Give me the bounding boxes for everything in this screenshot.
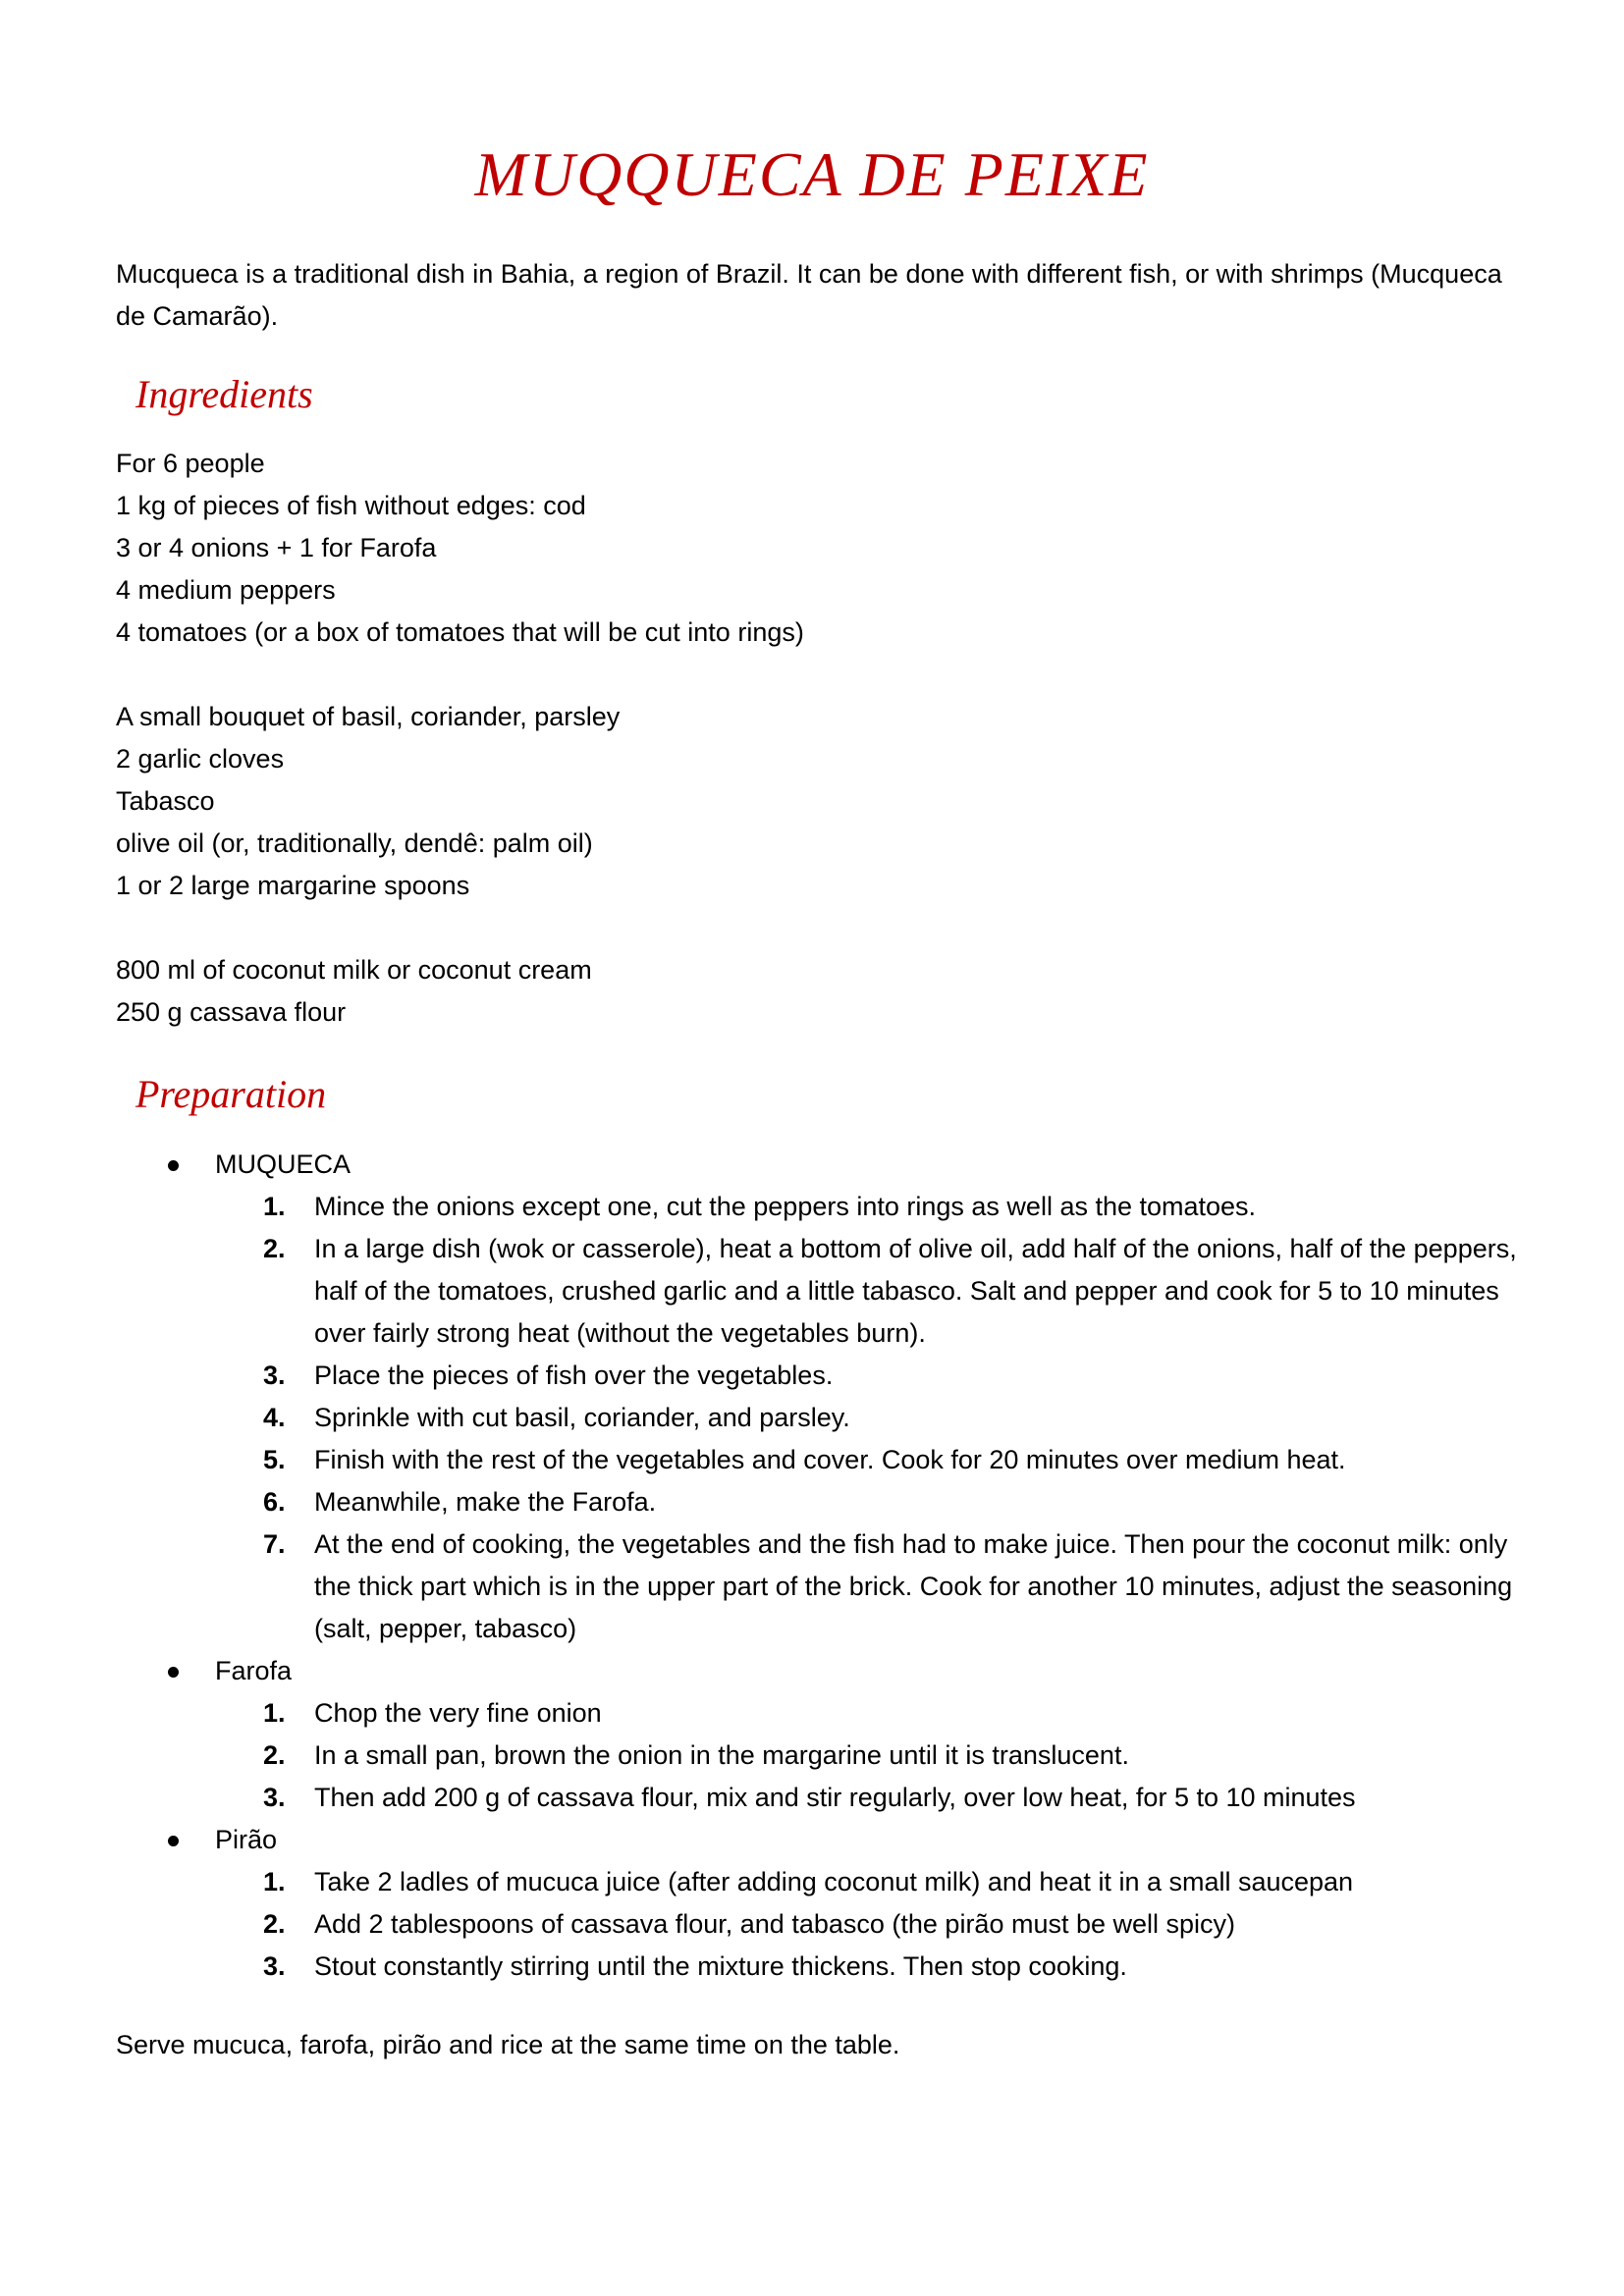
step-text: At the end of cooking, the vegetables and the fish had to make juice. Then pour the coconut milk: only the thick part which is in the upper part of the brick. Cook for another 10 minutes, adjust the seasoning (salt, pepper, tabasco) [314,1529,1513,1643]
list-item [0,1355,1624,1397]
ingredient-line: olive oil (or, traditionally, dendê: palm oil) [116,828,593,858]
list-item [0,1692,1624,1735]
ingredient-line: 250 g cassava flour [116,997,347,1027]
step-number: 1. [263,1867,286,1896]
preparation-list [0,1144,1624,1988]
bullet-icon [168,1836,179,1846]
step-number: 3. [263,1951,286,1981]
step-text: Mince the onions except one, cut the peppers into rings as well as the tomatoes. [314,1192,1257,1221]
ingredient-line: 1 kg of pieces of fish without edges: cod [116,491,586,520]
step-text: Sprinkle with cut basil, coriander, and parsley. [314,1403,850,1432]
list-item [0,1523,1624,1650]
list-item [0,1735,1624,1777]
list-item [0,1946,1624,1988]
list-item [0,1777,1624,1819]
ingredient-line: 4 medium peppers [116,575,336,605]
step-number: 7. [263,1529,286,1559]
list-item [0,1903,1624,1946]
preparation-heading: Preparation [135,1072,327,1116]
step-text: In a small pan, brown the onion in the margarine until it is translucent. [314,1740,1129,1770]
step-number: 2. [263,1234,286,1263]
ingredient-line: 800 ml of coconut milk or coconut cream [116,955,592,985]
step-number: 3. [263,1783,286,1812]
ingredients-list [116,443,1392,1034]
list-item [0,1397,1624,1439]
step-text: Stout constantly stirring until the mixture thickens. Then stop cooking. [314,1951,1127,1981]
step-text: In a large dish (wok or casserole), heat a bottom of olive oil, add half of the onions, half of the peppers, half of the tomatoes, crushed garlic and a little tabasco. Salt and pepper and cook for 5 to 10 minutes over fairly strong heat (without the vegetables burn). [314,1234,1517,1348]
spacer [116,654,1392,696]
preparation-section-muqueca [0,1144,1624,1186]
ingredient-line: A small bouquet of basil, coriander, parsley [116,702,621,731]
ingredients-heading: Ingredients [135,372,313,416]
step-number: 2. [263,1740,286,1770]
section-label: MUQUECA [215,1149,352,1179]
step-text: Place the pieces of fish over the vegetables. [314,1361,834,1390]
section-label: Pirão [215,1825,278,1854]
list-item [0,1439,1624,1481]
step-text: Take 2 ladles of mucuca juice (after adding coconut milk) and heat it in a small saucepan [314,1867,1354,1896]
step-number: 4. [263,1403,286,1432]
step-text: Meanwhile, make the Farofa. [314,1487,657,1517]
spacer [116,907,1392,949]
step-text: Then add 200 g of cassava flour, mix and stir regularly, over low heat, for 5 to 10 minutes [314,1783,1356,1812]
step-text: Finish with the rest of the vegetables and cover. Cook for 20 minutes over medium heat. [314,1445,1346,1474]
ingredient-line: 2 garlic cloves [116,744,285,774]
preparation-section-farofa [0,1650,1624,1692]
list-item [0,1861,1624,1903]
step-number: 1. [263,1192,286,1221]
recipe-title: MUQQUECA DE PEIXE [474,139,1150,209]
step-number: 2. [263,1909,286,1939]
ingredient-line: 4 tomatoes (or a box of tomatoes that will be cut into rings) [116,617,804,647]
closing-paragraph: Serve mucuca, farofa, pirão and rice at the same time on the table. [116,2030,900,2059]
preparation-section-pirao [0,1819,1624,1861]
list-item [0,1186,1624,1228]
step-text: Chop the very fine onion [314,1698,602,1728]
step-number: 3. [263,1361,286,1390]
section-label: Farofa [215,1656,293,1685]
bullet-icon [168,1160,179,1171]
ingredient-line: Tabasco [116,786,215,816]
ingredient-line: 3 or 4 onions + 1 for Farofa [116,533,437,562]
list-item [0,1228,1624,1355]
step-text: Add 2 tablespoons of cassava flour, and tabasco (the pirão must be well spicy) [314,1909,1236,1939]
ingredient-line: 1 or 2 large margarine spoons [116,871,470,900]
ingredient-line: For 6 people [116,449,265,478]
step-number: 5. [263,1445,286,1474]
list-item [0,1481,1624,1523]
bullet-icon [168,1667,179,1678]
step-number: 6. [263,1487,286,1517]
step-number: 1. [263,1698,286,1728]
intro-paragraph: Mucqueca is a traditional dish in Bahia, a region of Brazil. It can be done with different fish, or with shrimps (Mucqueca de Camarão). [116,259,1502,331]
